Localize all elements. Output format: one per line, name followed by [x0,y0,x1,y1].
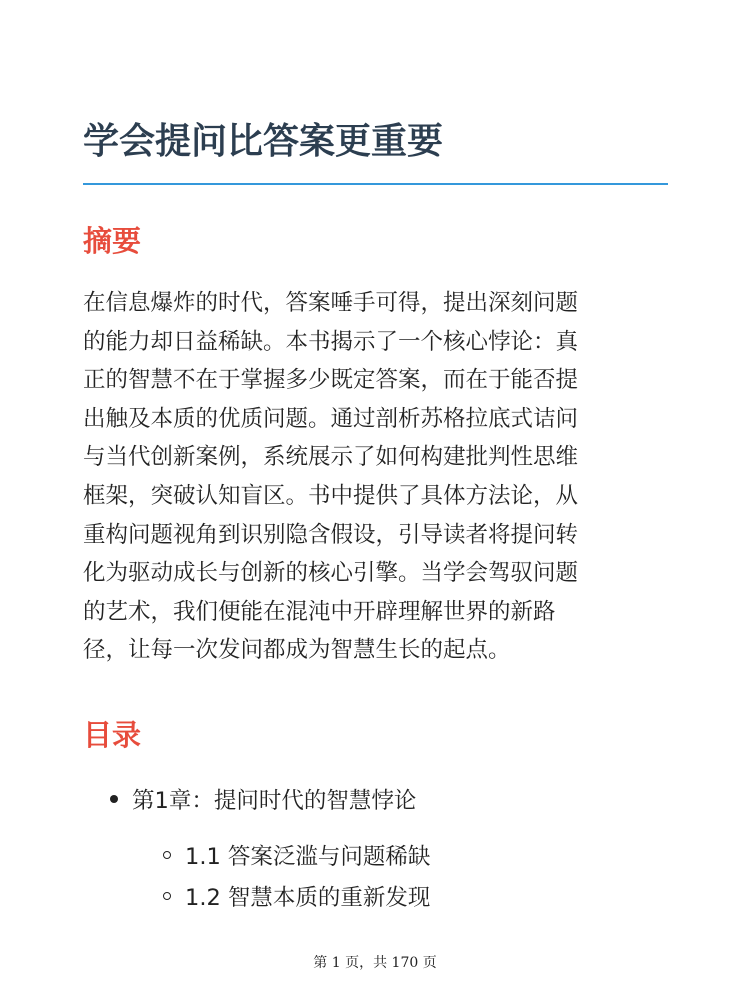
toc-section-label: 1.2 智慧本质的重新发现 [185,885,431,911]
abstract-line: 化为驱动成长与创新的核心引擎。当学会驾驭问题 [83,560,579,587]
toc-chapter-item[interactable] [110,780,416,818]
abstract-paragraph [83,284,673,670]
abstract-line: 径，让每一次发问都成为智慧生长的起点。 [83,637,511,664]
toc-section-item[interactable] [163,836,430,874]
abstract-line: 出触及本质的优质问题。通过剖析苏格拉底式诘问 [83,405,579,432]
abstract-line: 的能力却日益稀缺。本书揭示了一个核心悖论：真 [83,328,579,355]
abstract-line: 的艺术，我们便能在混沌中开辟理解世界的新路 [83,598,556,625]
toc-section-item[interactable] [163,877,430,915]
abstract-line: 框架，突破认知盲区。书中提供了具体方法论，从 [83,482,579,509]
toc-section-label: 1.1 答案泛滥与问题稀缺 [185,844,431,870]
bullet-circle-icon [163,892,171,900]
toc-chapter-label: 第1章：提问时代的智慧悖论 [132,788,417,814]
title-divider [83,183,668,185]
bullet-circle-icon [163,851,171,859]
abstract-line: 与当代创新案例，系统展示了如何构建批判性思维 [83,444,579,471]
document-title: 学会提问比答案更重要 [83,121,444,162]
page-number-footer: 第 1 页，共 170 页 [313,955,437,971]
abstract-heading: 摘要 [83,224,142,258]
toc-heading: 目录 [83,718,142,752]
bullet-disc-icon [110,795,118,803]
abstract-line: 重构问题视角到识别隐含假设，引导读者将提问转 [83,521,579,548]
abstract-line: 正的智慧不在于掌握多少既定答案，而在于能否提 [83,367,579,394]
abstract-line: 在信息爆炸的时代，答案唾手可得，提出深刻问题 [83,290,579,316]
